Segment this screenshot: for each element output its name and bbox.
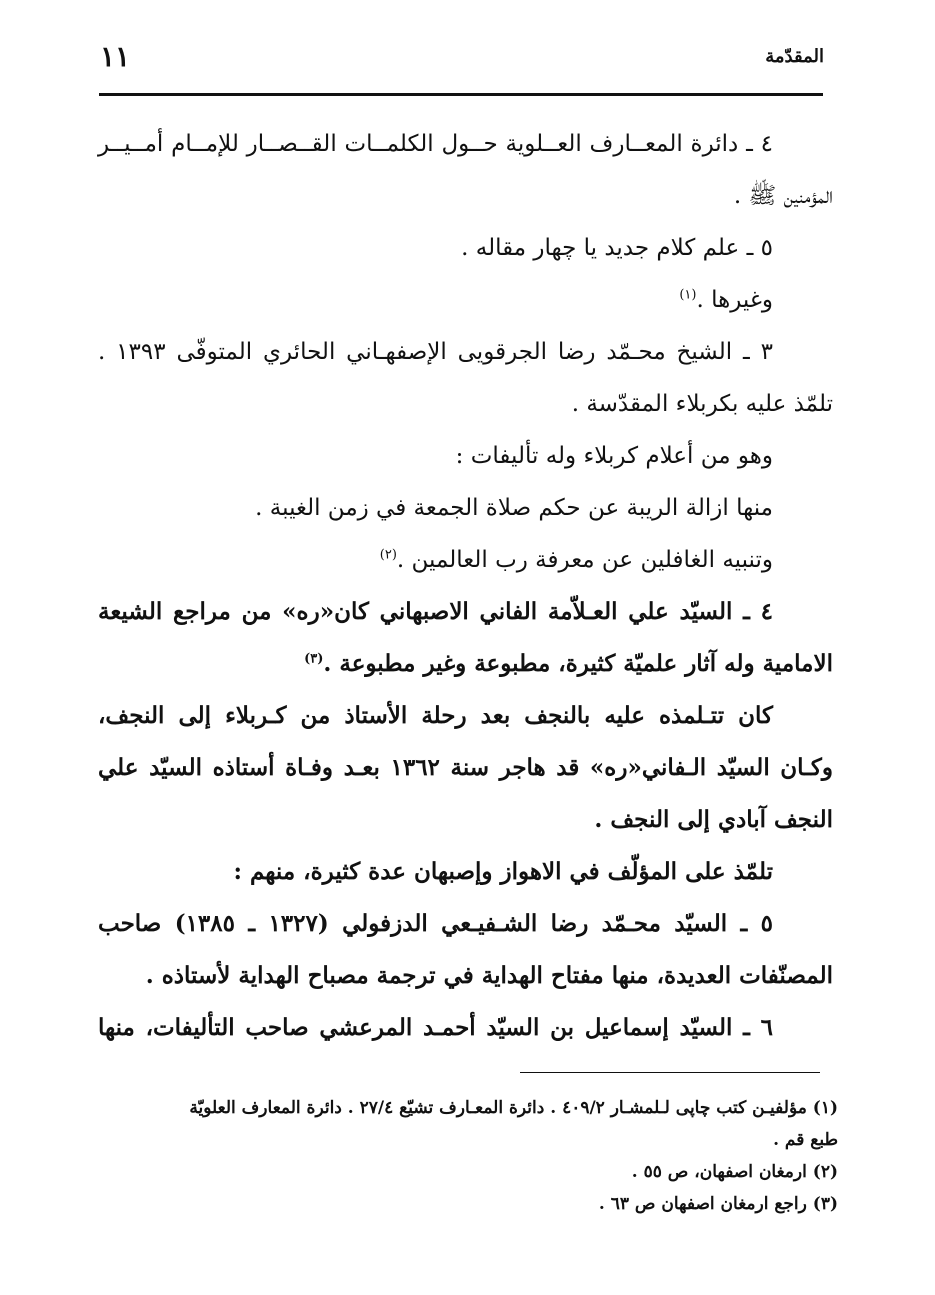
text-line bbox=[98, 274, 833, 326]
text-line: ٣ ـ الشيخ محـمّد رضا الجرقويى الإصفهـاني الحائري المتوفّى ١٣٩٣ . bbox=[98, 339, 773, 365]
footnote-rule bbox=[520, 1072, 820, 1073]
text-span: وغيرها . bbox=[696, 287, 773, 313]
text-line: وكـان السيّد الـفاني«ره» قد هاجر سنة ١٣٦٢ بعـد وفـاة أستاذه السيّد علي bbox=[98, 754, 833, 781]
text-line bbox=[98, 534, 833, 586]
header-rule bbox=[99, 93, 823, 96]
text-span: وتنبيه الغافلين عن معرفة رب العالمين . bbox=[396, 547, 773, 573]
footnote: (٢) ارمغان اصفهان، ص ٥٥ . bbox=[631, 1162, 838, 1182]
main-text bbox=[98, 118, 833, 1054]
text-line: المصنّفات العديدة، منها مفتاح الهداية في ترجمة مصباح الهداية لأستاذه . bbox=[145, 962, 833, 989]
text-line: ٤ ـ السيّد علي العـلاّمة الفاني الاصبهاني كان«ره» من مراجع الشيعة bbox=[98, 598, 773, 625]
text-line: تلمّذ عليه بكربلاء المقدّسة . bbox=[571, 391, 833, 417]
page-number: ١١ bbox=[100, 40, 131, 73]
text-line: ٦ ـ السيّد إسماعيل بن السيّد أحمـد المرعشي صاحب التأليفات، منها bbox=[98, 1014, 773, 1041]
text-line: ٤ ـ دائرة المعــارف العــلوية حــول الكلمــات القــصــار للإمــام أمــيــر bbox=[98, 131, 773, 157]
footnote: (١) مؤلفيـن كتب چاپى لـلمشـار ٤٠٩/٢ . دائرة المعـارف تشيّع ٢٧/٤ . دائرة المعارف العلويّة bbox=[189, 1098, 838, 1118]
footnote: (٣) راجع ارمغان اصفهان ص ٦٣ . bbox=[598, 1194, 838, 1214]
footnote-ref: (٢) bbox=[379, 547, 397, 563]
text-line: المؤمنين ﷺ . bbox=[733, 183, 833, 209]
text-line: وهو من أعلام كربلاء وله تأليفات : bbox=[455, 443, 773, 469]
text-line bbox=[98, 638, 833, 690]
page-header bbox=[100, 40, 824, 80]
text-line: النجف آبادي إلى النجف . bbox=[594, 806, 833, 833]
footnote-continuation: طبع قم . bbox=[773, 1130, 838, 1150]
footnote-ref: (٣) bbox=[304, 651, 324, 667]
footnote-ref: (١) bbox=[679, 287, 697, 303]
text-line: تلمّذ على المؤلّف في الاهواز وإصبهان عدة كثيرة، منهم : bbox=[233, 858, 773, 885]
text-line: ٥ ـ علم كلام جديد يا چهار مقاله . bbox=[461, 235, 773, 261]
running-head: المقدّمة bbox=[765, 46, 824, 67]
text-line: كان تتـلمذه عليه بالنجف بعد رحلة الأستاذ من كـربلاء إلى النجف، bbox=[98, 702, 773, 729]
text-span: الامامية وله آثار علميّة كثيرة، مطبوعة وغير مطبوعة . bbox=[323, 650, 833, 677]
footnotes bbox=[98, 1092, 838, 1220]
text-line: ٥ ـ السيّد محـمّد رضا الشـفيـعي الدزفولي (١٣٢٧ ـ ١٣٨٥) صاحب bbox=[98, 910, 773, 937]
text-line: منها ازالة الريبة عن حكم صلاة الجمعة في زمن الغيبة . bbox=[255, 495, 773, 521]
